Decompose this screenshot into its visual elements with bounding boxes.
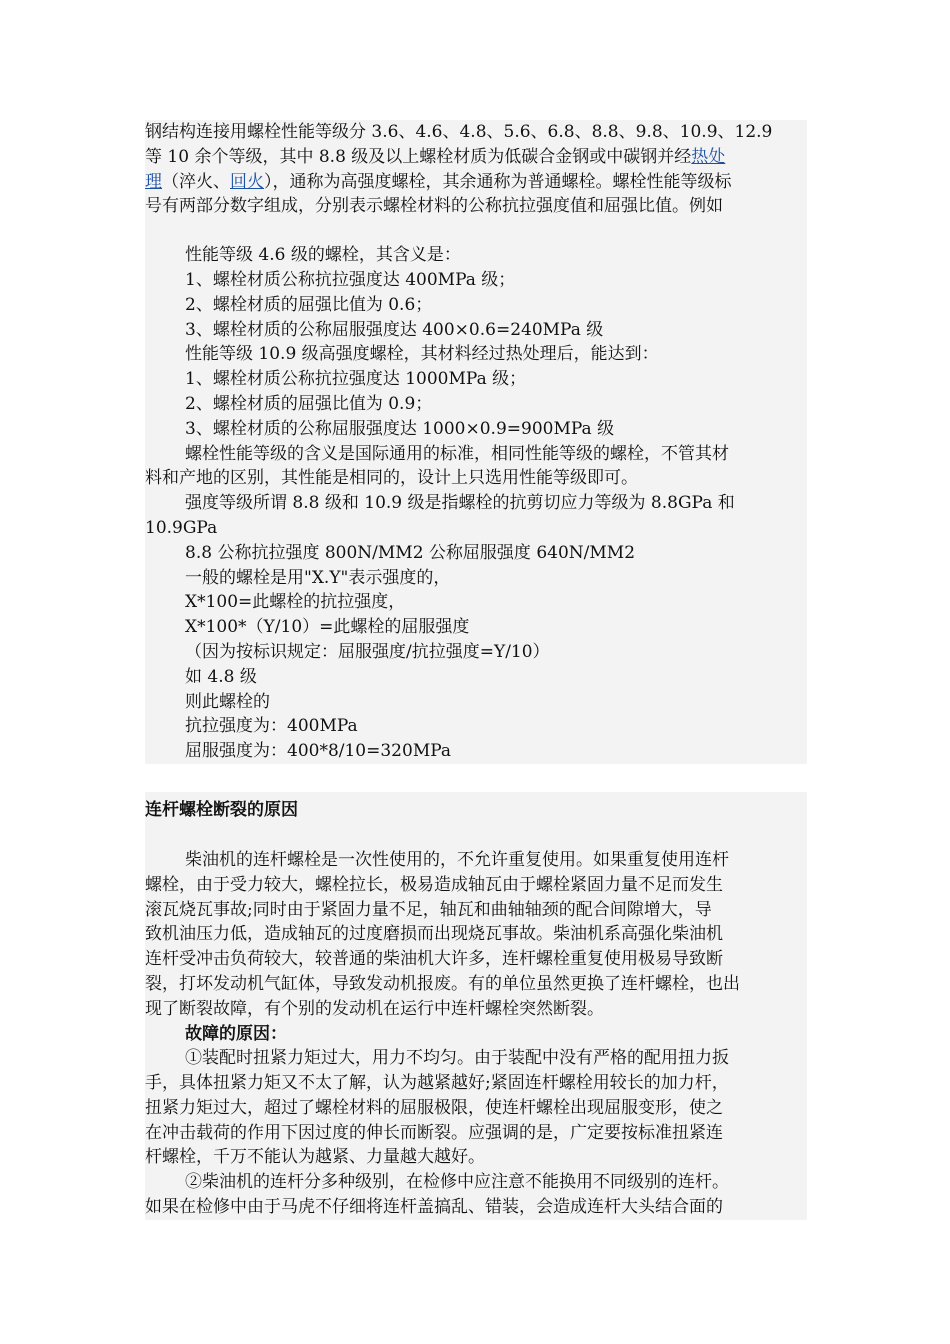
cause-1-line: 扭紧力矩过大，超过了螺栓材料的屈服极限，使连杆螺栓出现屈服变形，使之 [145,1097,723,1118]
intro-line-3-text: ），通称为高强度螺栓，其余通称为普通螺栓。螺栓性能等级标 [264,171,732,192]
cause-1-line: 手，具体扭紧力矩又不太了解，认为越紧越好;紧固连杆螺栓用较长的加力杆， [145,1073,729,1094]
cause-1-line: 杆螺栓，千万不能认为越紧、力量越大越好。 [145,1147,485,1168]
formula-line: 8.8 公称抗拉强度 800N/MM2 公称屈服强度 640N/MM2 [185,542,636,563]
formula-line: 则此螺栓的 [185,691,270,712]
grade-46-item: 3、螺栓材质的公称屈服强度达 400×0.6=240MPa 级 [185,319,604,340]
formula-line: 一般的螺栓是用"X.Y"表示强度的， [185,567,451,588]
para-line: 连杆受冲击负荷较大，较普通的柴油机大许多，连杆螺栓重复使用极易导致断 [145,949,723,970]
meaning-line-2: 料和产地的区别，其性能是相同的，设计上只选用性能等级即可。 [145,468,638,489]
grade-46-item: 2、螺栓材质的屈强比值为 0.6； [185,294,433,315]
grade-109-item: 1、螺栓材质公称抗拉强度达 1000MPa 级； [185,369,527,390]
intro-line-4: 号有两部分数字组成，分别表示螺栓材料的公称抗拉强度值和屈强比值。例如 [145,196,723,217]
document-page [145,120,807,1220]
para-line: 螺栓，由于受力较大，螺栓拉长，极易造成轴瓦由于螺栓紧固力量不足而发生 [145,874,723,895]
grades-block [145,219,807,764]
grade-46-title: 性能等级 4.6 级的螺栓，其含义是： [185,245,461,266]
intro-line-3 [145,170,807,195]
grade-109-item: 3、螺栓材质的公称屈服强度达 1000×0.9=900MPa 级 [185,418,615,439]
heat-treatment-link[interactable]: 热处 [691,146,726,167]
meaning-line-1: 螺栓性能等级的含义是国际通用的标准，相同性能等级的螺栓，不管其材 [185,443,729,464]
heat-treatment-link-cont[interactable]: 理 [145,171,162,192]
cause-1-line: 在冲击载荷的作用下因过度的伸长而断裂。应强调的是，广定要按标准扭紧连 [145,1122,723,1143]
formula-line: （因为按标识规定：屈服强度/抗拉强度=Y/10） [185,641,550,662]
para-line: 致机油压力低，造成轴瓦的过度磨损而出现烧瓦事故。柴油机系高强化柴油机 [145,924,723,945]
cause-2-line: 如果在检修中由于马虎不仔细将连杆盖搞乱、错装，会造成连杆大头结合面的 [145,1197,723,1218]
shear-line-1: 强度等级所谓 8.8 级和 10.9 级是指螺栓的抗剪切应力等级为 8.8GPa 和 [185,493,735,514]
spacer [145,830,807,848]
cause-2-line: ②柴油机的连杆分多种级别，在检修中应注意不能换用不同级别的连杆。 [185,1172,729,1193]
cause-heading: 故障的原因： [185,1023,287,1044]
shear-line-2: 10.9GPa [145,517,218,538]
para-line: 滚瓦烧瓦事故;同时由于紧固力量不足，轴瓦和曲轴轴颈的配合间隙增大，导 [145,899,712,920]
intro-line-3-mid: （淬火、 [162,171,230,192]
intro-line-1: 钢结构连接用螺栓性能等级分 3.6、4.6、4.8、5.6、6.8、8.8、9.8、10.9、12.9 [145,122,773,142]
tempering-link[interactable]: 回火 [230,171,264,192]
formula-line: X*100=此螺栓的抗拉强度， [185,592,406,613]
grade-109-title: 性能等级 10.9 级高强度螺栓，其材料经过热处理后，能达到： [185,344,659,365]
grade-46-item: 1、螺栓材质公称抗拉强度达 400MPa 级； [185,269,516,290]
formula-line: 屈服强度为：400*8/10=320MPa [185,741,452,762]
intro-line-2 [145,145,807,170]
intro-line-2-text: 等 10 余个等级，其中 8.8 级及以上螺栓材质为低碳合金钢或中碳钢并经 [145,146,692,167]
section-2 [145,792,807,1220]
formula-line: X*100*（Y/10）=此螺栓的屈服强度 [185,617,470,638]
para-line: 柴油机的连杆螺栓是一次性使用的，不允许重复使用。如果重复使用连杆 [185,849,729,870]
intro-paragraph [145,120,807,219]
para-line: 现了断裂故障，有个别的发动机在运行中连杆螺栓突然断裂。 [145,998,604,1019]
spacer [145,219,807,243]
formula-line: 抗拉强度为：400MPa [185,716,358,737]
grade-109-item: 2、螺栓材质的屈强比值为 0.9； [185,393,433,414]
para-line: 裂，打坏发动机气缸体，导致发动机报废。有的单位虽然更换了连杆螺栓，也出 [145,973,740,994]
formula-line: 如 4.8 级 [185,666,257,687]
section-title: 连杆螺栓断裂的原因 [145,799,298,820]
cause-1-line: ①装配时扭紧力矩过大，用力不均匀。由于装配中没有严格的配用扭力扳 [185,1048,729,1069]
